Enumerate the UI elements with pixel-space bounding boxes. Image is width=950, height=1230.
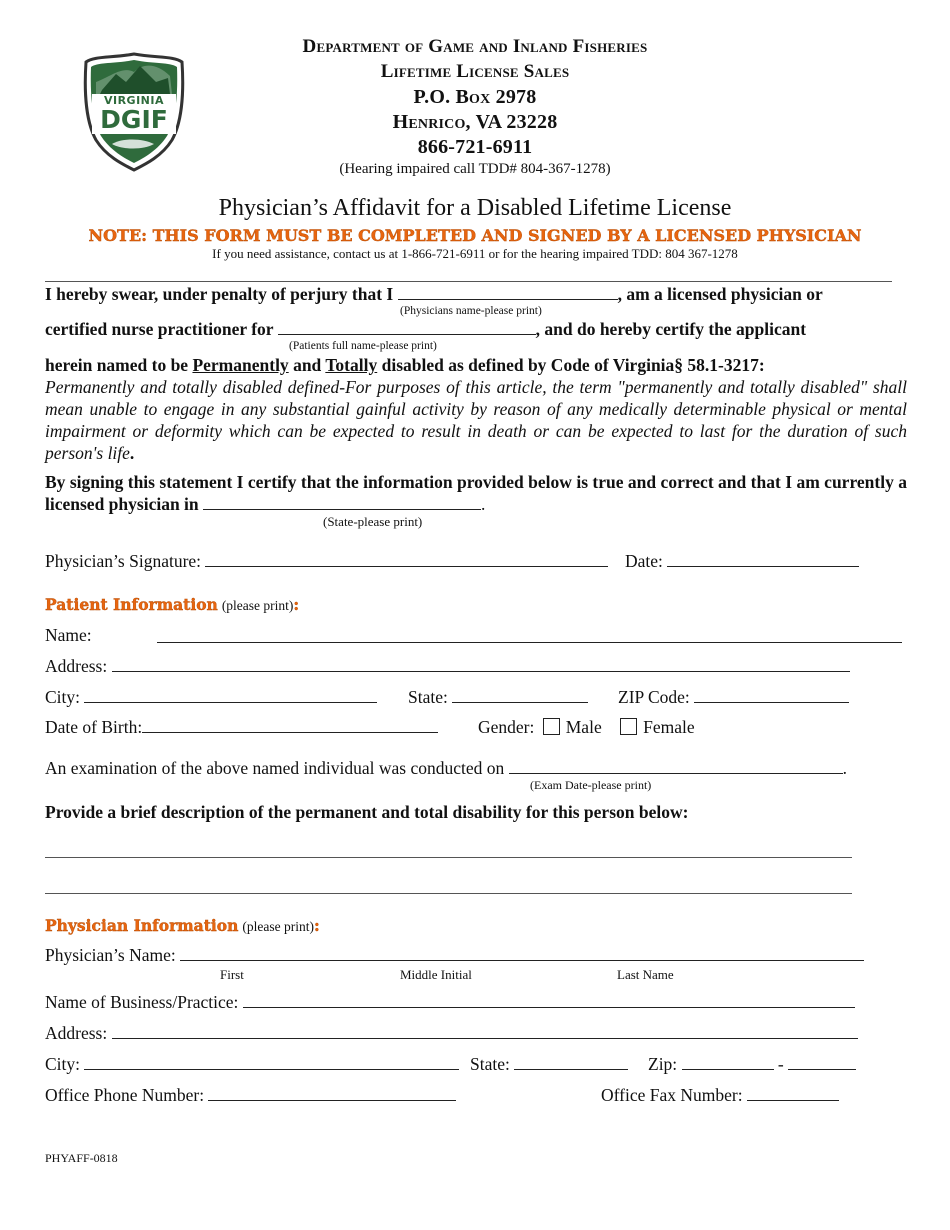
state-hint: (State-please print) bbox=[323, 514, 423, 529]
first-name-hint: First bbox=[220, 967, 244, 982]
oath-text-6: disabled as defined by Code of Virginia§ 58.1-3217: bbox=[381, 355, 765, 375]
definition-end: . bbox=[129, 443, 135, 463]
patient-dob-label: Date of Birth: bbox=[45, 717, 143, 737]
signature-row bbox=[45, 551, 608, 572]
patient-hint: (please print) bbox=[221, 598, 294, 613]
oath-line-1 bbox=[45, 284, 823, 305]
description-line-1[interactable] bbox=[45, 857, 852, 858]
physician-address-row bbox=[45, 1023, 858, 1044]
patient-address-field[interactable] bbox=[112, 657, 850, 672]
oath-line-2 bbox=[45, 319, 806, 340]
form-code: PHYAFF-0818 bbox=[45, 1151, 118, 1165]
patient-info-heading bbox=[45, 595, 299, 615]
business-row bbox=[45, 992, 855, 1013]
physician-heading-text: Physician Information bbox=[45, 916, 239, 935]
physician-note: NOTE: THIS FORM MUST BE COMPLETED AND SIGNED BY A LICENSED PHYSICIAN bbox=[88, 226, 862, 245]
oath-text-4: , and do hereby certify the applicant bbox=[535, 319, 807, 339]
top-divider bbox=[45, 281, 892, 282]
definition-text: Permanently and totally disabled defined-For purposes of this article, the term "permanently and totally disabled" shall mean unable to engage in any substantial gainful activity by reason of any medically determinable physical or mental impairment or deformity which can be expected to result in death or can be expected to last for the duration of such person's life bbox=[45, 377, 907, 463]
physician-info-heading bbox=[45, 916, 320, 936]
exam-end: . bbox=[842, 758, 847, 778]
physician-zip-field[interactable] bbox=[682, 1055, 774, 1070]
male-label: Male bbox=[565, 717, 602, 737]
date-label: Date: bbox=[625, 551, 663, 571]
exam-text: An examination of the above named individual was conducted on bbox=[45, 758, 505, 778]
physician-name-label: Physician’s Name: bbox=[45, 945, 176, 965]
patient-colon: : bbox=[293, 595, 300, 614]
physician-city-row bbox=[45, 1054, 459, 1075]
patient-full-name-field[interactable] bbox=[278, 320, 536, 335]
patient-state-row bbox=[408, 687, 588, 708]
patient-name-field[interactable] bbox=[157, 628, 902, 643]
header-po-box: P.O. Box 2978 bbox=[413, 86, 537, 108]
gender-label: Gender: bbox=[478, 717, 535, 737]
patient-zip-row bbox=[618, 687, 849, 708]
physician-state-row bbox=[470, 1054, 628, 1075]
physician-zip-ext-field[interactable] bbox=[788, 1055, 856, 1070]
patient-state-field[interactable] bbox=[452, 688, 588, 703]
exam-row bbox=[45, 758, 847, 779]
patient-address-row bbox=[45, 656, 850, 677]
middle-initial-hint: Middle Initial bbox=[400, 967, 472, 982]
totally-text: Totally bbox=[325, 355, 378, 375]
header-lifetime-sales: Lifetime License Sales bbox=[380, 61, 570, 82]
physician-zip-label: Zip: bbox=[648, 1054, 678, 1074]
office-fax-field[interactable] bbox=[747, 1086, 839, 1101]
last-name-hint: Last Name bbox=[617, 967, 674, 982]
patient-city-field[interactable] bbox=[84, 688, 377, 703]
office-phone-field[interactable] bbox=[208, 1086, 456, 1101]
oath-text-5: herein named to be bbox=[45, 355, 189, 375]
header-city: Henrico, VA 23228 bbox=[392, 111, 558, 133]
physician-colon: : bbox=[313, 916, 320, 935]
patient-dob-field[interactable] bbox=[142, 718, 438, 733]
physician-name-hint: (Physicians name-please print) bbox=[400, 305, 542, 317]
patient-city-label: City: bbox=[45, 687, 81, 707]
patient-state-label: State: bbox=[408, 687, 448, 707]
oath-line-3 bbox=[45, 355, 765, 376]
business-label: Name of Business/Practice: bbox=[45, 992, 239, 1012]
header-department: Department of Game and Inland Fisheries bbox=[302, 36, 648, 57]
phone-row bbox=[45, 1085, 456, 1106]
state-field[interactable] bbox=[203, 495, 481, 510]
assistance-text: If you need assistance, contact us at 1-866-721-6911 or for the hearing impaired TDD: 804 367-1278 bbox=[212, 246, 738, 261]
exam-date-hint: (Exam Date-please print) bbox=[530, 778, 652, 792]
gender-row bbox=[478, 717, 695, 738]
logo-state-text: VIRGINIA bbox=[103, 94, 164, 107]
exam-date-field[interactable] bbox=[509, 759, 843, 774]
logo-agency-text: DGIF bbox=[100, 105, 168, 134]
and-text: and bbox=[293, 355, 322, 375]
physician-hint: (please print) bbox=[242, 919, 314, 934]
fax-label: Office Fax Number: bbox=[601, 1085, 743, 1105]
oath-text-1: I hereby swear, under penalty of perjury that I bbox=[45, 284, 394, 304]
physician-zip-row bbox=[648, 1054, 856, 1075]
patient-name-label: Name: bbox=[45, 625, 92, 645]
date-row bbox=[625, 551, 859, 572]
zip-dash: - bbox=[777, 1054, 784, 1074]
business-field[interactable] bbox=[243, 993, 855, 1008]
physician-name-row bbox=[45, 945, 864, 966]
description-prompt: Provide a brief description of the permanent and total disability for this person below: bbox=[45, 802, 689, 822]
physician-full-name-field[interactable] bbox=[180, 946, 864, 961]
patient-zip-label: ZIP Code: bbox=[618, 687, 690, 707]
patient-city-row bbox=[45, 687, 377, 708]
certify-text: By signing this statement I certify that the information provided below is true and correct and that I am currently a licensed physician in bbox=[45, 472, 907, 514]
patient-zip-field[interactable] bbox=[694, 688, 849, 703]
physician-address-label: Address: bbox=[45, 1023, 108, 1043]
permanently-text: Permanently bbox=[192, 355, 289, 375]
female-checkbox[interactable] bbox=[620, 718, 637, 735]
physician-city-label: City: bbox=[45, 1054, 81, 1074]
male-checkbox[interactable] bbox=[543, 718, 560, 735]
disability-definition bbox=[45, 376, 907, 464]
description-line-2[interactable] bbox=[45, 893, 852, 894]
certify-statement bbox=[45, 471, 907, 515]
patient-address-label: Address: bbox=[45, 656, 108, 676]
patient-heading-text: Patient Information bbox=[45, 595, 218, 614]
physician-city-field[interactable] bbox=[84, 1055, 459, 1070]
physician-address-field[interactable] bbox=[112, 1024, 858, 1039]
phone-label: Office Phone Number: bbox=[45, 1085, 205, 1105]
patient-name-hint: (Patients full name-please print) bbox=[289, 340, 437, 352]
header-tdd: (Hearing impaired call TDD# 804-367-1278) bbox=[339, 161, 611, 177]
header-phone: 866-721-6911 bbox=[417, 136, 533, 158]
signature-label: Physician’s Signature: bbox=[45, 551, 202, 571]
fax-row bbox=[601, 1085, 839, 1106]
signature-date-field[interactable] bbox=[667, 552, 859, 567]
form-title: Physician’s Affidavit for a Disabled Lifetime License bbox=[218, 195, 732, 221]
oath-text-2: , am a licensed physician or bbox=[617, 284, 823, 304]
certify-end: . bbox=[481, 494, 486, 514]
signature-field[interactable] bbox=[205, 552, 608, 567]
physician-state-field[interactable] bbox=[514, 1055, 628, 1070]
oath-text-3: certified nurse practitioner for bbox=[45, 319, 274, 339]
patient-dob-row bbox=[45, 717, 438, 738]
female-label: Female bbox=[643, 717, 695, 737]
physician-state-label: State: bbox=[470, 1054, 510, 1074]
physician-name-field[interactable] bbox=[398, 285, 618, 300]
